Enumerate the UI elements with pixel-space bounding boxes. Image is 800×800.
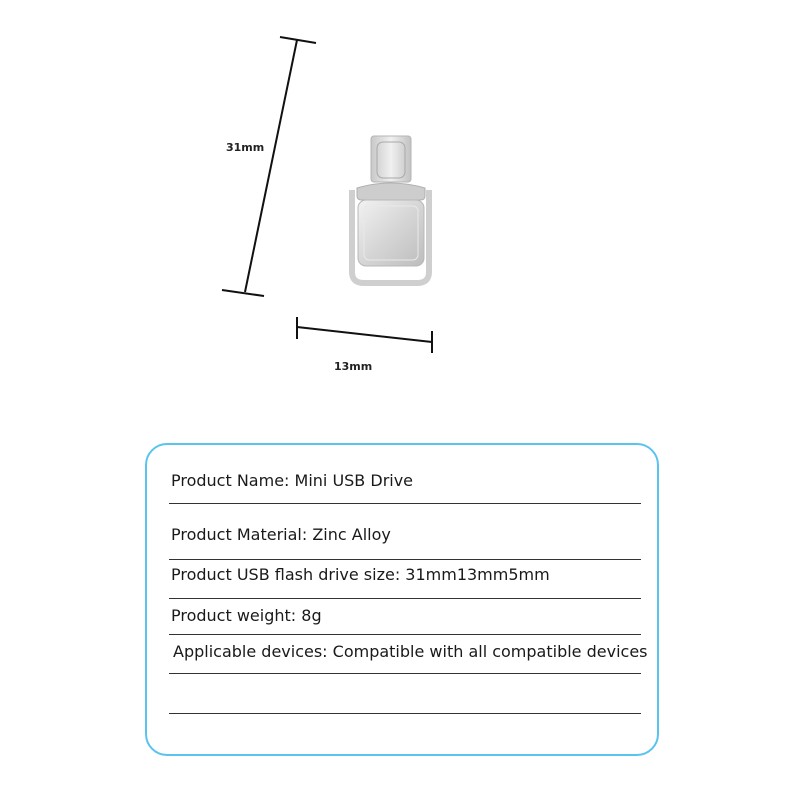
spec-divider: [169, 673, 641, 674]
spec-divider: [169, 503, 641, 504]
spec-product-name: Product Name: Mini USB Drive: [171, 471, 414, 490]
spec-product-weight: Product weight: 8g: [171, 606, 322, 625]
drive-body: [357, 183, 425, 266]
spec-product-size: Product USB flash drive size: 31mm13mm5mm: [171, 565, 550, 584]
height-dimension-line: [222, 37, 316, 296]
spec-card: [145, 443, 659, 756]
width-dimension-label: 13mm: [334, 360, 373, 373]
spec-divider: [169, 634, 641, 635]
usb-c-connector: [371, 136, 411, 182]
width-dimension-line: [297, 317, 432, 353]
spec-product-material: Product Material: Zinc Alloy: [171, 525, 391, 544]
spec-applicable-devices: Applicable devices: Compatible with all compatible devices: [173, 642, 648, 661]
height-dimension-label: 31mm: [226, 141, 265, 154]
spec-divider: [169, 713, 641, 714]
spec-divider: [169, 559, 641, 560]
spec-divider: [169, 598, 641, 599]
